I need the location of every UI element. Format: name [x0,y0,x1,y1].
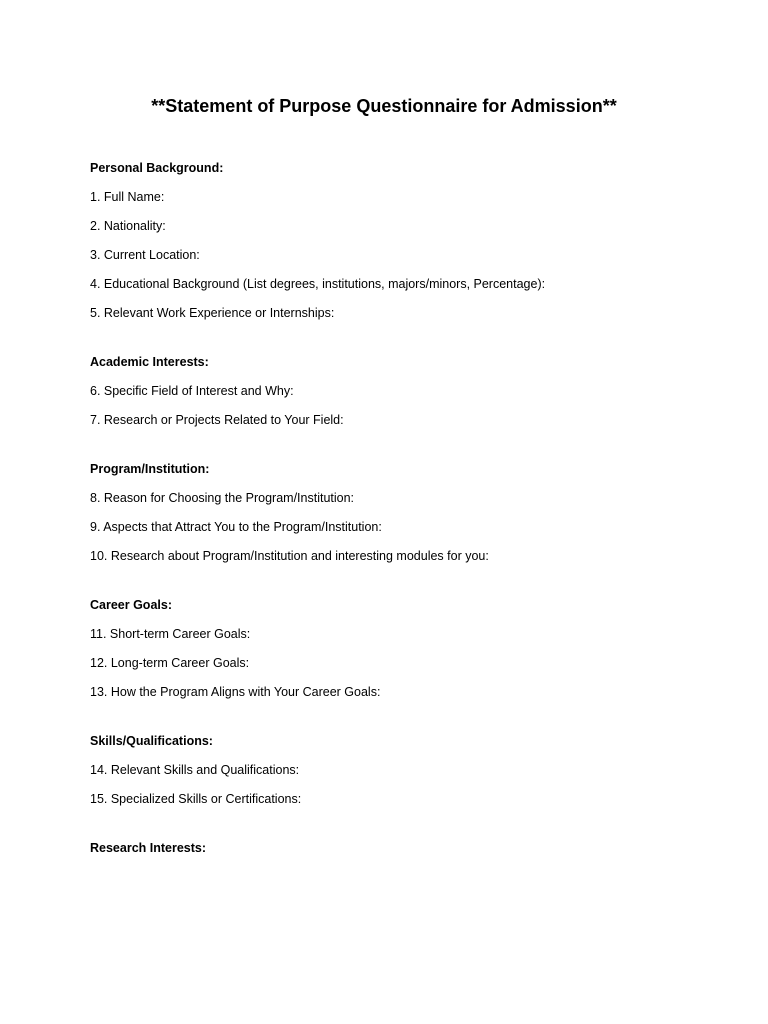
question-item: 8. Reason for Choosing the Program/Institution: [90,491,355,505]
section-skills-qualifications [90,731,730,809]
section-heading: Skills/Qualifications: [90,734,213,748]
section-heading: Research Interests: [90,841,207,855]
question-item: 4. Educational Background (List degrees, institutions, majors/minors, Percentage): [90,277,546,291]
question-item: 11. Short-term Career Goals: [90,627,251,641]
section-career-goals [90,595,730,702]
question-item: 10. Research about Program/Institution and interesting modules for you: [90,549,489,563]
section-academic-interests [90,352,730,430]
question-item: 6. Specific Field of Interest and Why: [90,384,294,398]
question-item: 12. Long-term Career Goals: [90,656,250,670]
section-heading: Personal Background: [90,161,224,175]
question-item: 15. Specialized Skills or Certifications: [90,792,302,806]
section-program-institution [90,459,730,566]
section-heading: Academic Interests: [90,355,209,369]
question-item: 14. Relevant Skills and Qualifications: [90,763,300,777]
question-item: 1. Full Name: [90,190,165,204]
section-heading: Program/Institution: [90,462,210,476]
section-research-interests [90,838,730,858]
question-item: 2. Nationality: [90,219,166,233]
questionnaire-body [90,158,730,887]
question-item: 5. Relevant Work Experience or Internships: [90,306,335,320]
question-item: 3. Current Location: [90,248,200,262]
question-item: 7. Research or Projects Related to Your Field: [90,413,344,427]
page-title: **Statement of Purpose Questionnaire for Admission** [151,96,617,116]
question-item: 9. Aspects that Attract You to the Program/Institution: [90,520,382,534]
question-item: 13. How the Program Aligns with Your Career Goals: [90,685,381,699]
section-personal-background [90,158,730,323]
section-heading: Career Goals: [90,598,172,612]
